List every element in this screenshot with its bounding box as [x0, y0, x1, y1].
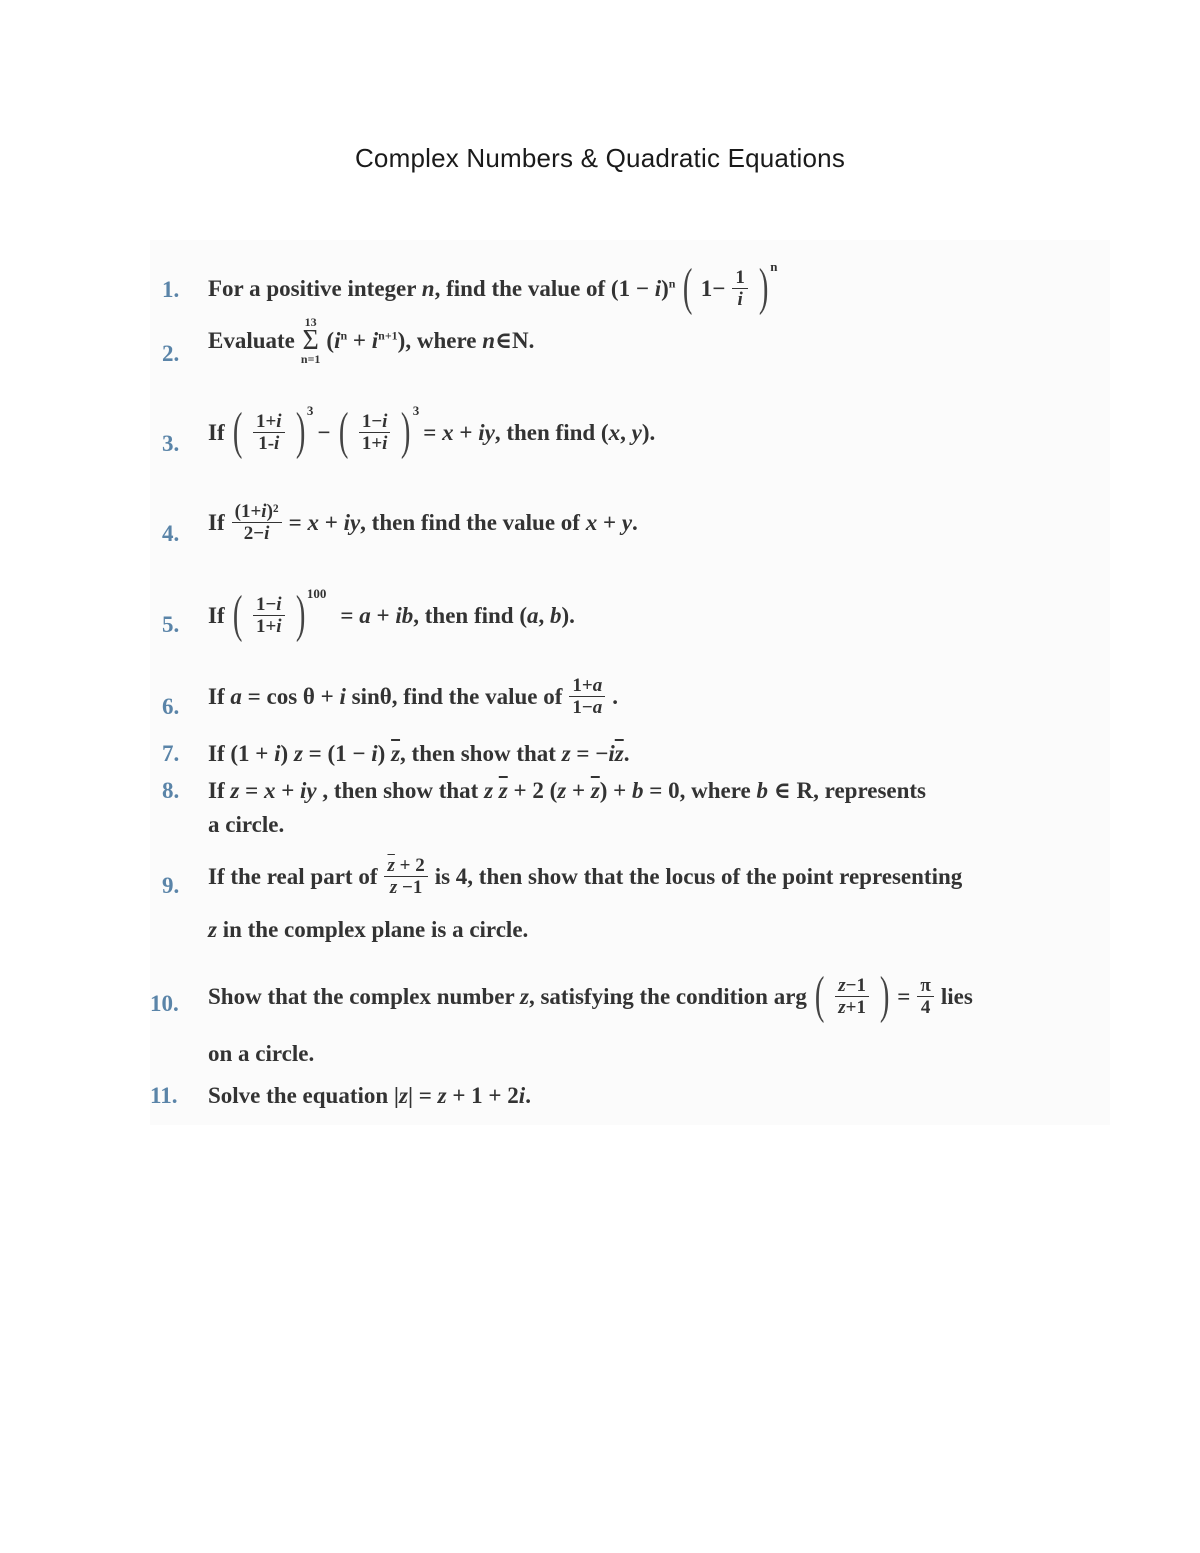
question-number: 8. — [162, 778, 180, 803]
question-text: If the real part of $\frac{\overline{z} + 2}{\overline{z} -1}$ is 4, then show that the locus of the point representing — [208, 855, 963, 898]
question-text: Evaluate 13 Σ n=1 $(i^n + i^{n+1})$, where n∈N. — [208, 315, 535, 367]
question-text: If ( $\frac{1+i}{1-i}$ ) 3 − ( $\frac{1-i}{1+i}$ ) 3 = x + iy, then find (x, y). — [208, 402, 656, 460]
question-text: If a = cos θ + i sinθ, find the value of $\frac{1+a}{1-a}$ . — [208, 675, 618, 718]
question-number: 2. — [162, 341, 180, 366]
question-text: If ( $\frac{1-i}{1+i}$ ) 100 = a + ib, then find (a, b). — [208, 585, 575, 643]
question-text: For a positive integer n, find the value of $(1 - i)^n$ ( 1− $\frac{1}{i}$ ) n — [208, 258, 778, 316]
question-number: 9. — [162, 873, 180, 898]
question-text: If $\frac{\text{(1+i)²}}{2-i}$ = x + iy, then find the value of x + y. — [208, 501, 638, 544]
question-text: Solve the equation |z| = z + 1 + 2i. — [208, 1083, 531, 1108]
question-list — [150, 240, 1110, 1125]
question-number: 7. — [162, 741, 180, 766]
question-number: 6. — [162, 694, 180, 719]
question-text: If (1 + i) z = (1 − i) $\overline{z}$, then show that $z = -i\overline{z}$. — [208, 741, 630, 766]
question-number: 11. — [150, 1083, 178, 1108]
question-number: 4. — [162, 521, 180, 546]
question-number: 10. — [150, 991, 179, 1016]
question-number: 3. — [162, 431, 180, 456]
question-text-continued: z in the complex plane is a circle. — [208, 917, 529, 942]
question-text-continued: on a circle. — [208, 1041, 315, 1066]
question-text-continued: a circle. — [208, 812, 285, 837]
question-number: 1. — [162, 277, 180, 302]
question-text: Show that the complex number z, satisfying the condition arg ( $\frac{z-1}{z+1}$ ) = $\frac{\pi}{4}$ lies — [208, 967, 973, 1024]
question-text: If z = x + iy , then show that z $\overline{z} + 2$ $(z + \overline{z}) + b = 0$, where b ∈ R, represents — [208, 778, 927, 803]
question-number: 5. — [162, 612, 180, 637]
page-title: Complex Numbers & Quadratic Equations — [354, 143, 846, 173]
